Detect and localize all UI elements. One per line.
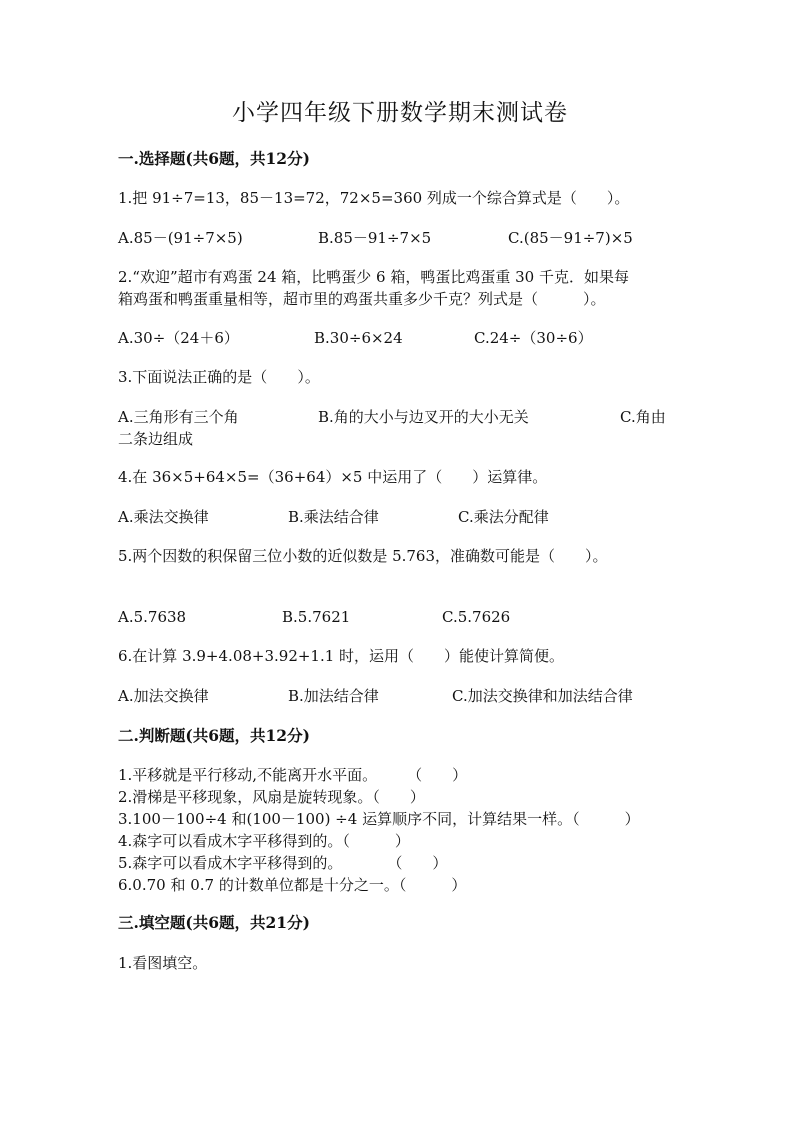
judge-item-4: 4.森字可以看成木字平移得到的。（ ） [118,832,410,850]
fill-question-1: 1.看图填空。 [118,954,208,972]
section-heading-fill: 三.填空题(共6题，共21分) [118,913,310,932]
question-6-option-a: A.加法交换律 [118,687,209,705]
section-heading-choice: 一.选择题(共6题，共12分) [118,149,310,168]
question-5-option-a: A.5.7638 [118,608,187,626]
judge-item-2: 2.滑梯是平移现象，风扇是旋转现象。（ ） [118,788,425,806]
question-2-option-a: A.30÷（24＋6） [118,329,239,347]
question-6-option-b: B.加法结合律 [288,687,379,705]
question-3-option-c: C.角由 [620,408,666,426]
judge-item-6: 6.0.70 和 0.7 的计数单位都是十分之一。（ ） [118,876,467,894]
question-5-option-c: C.5.7626 [442,608,511,626]
question-5-stem: 5.两个因数的积保留三位小数的近似数是 5.763，准确数可能是（ ）。 [118,547,608,565]
question-1-option-b: B.85－91÷7×5 [318,229,432,247]
question-4-option-b: B.乘法结合律 [288,508,379,526]
question-4-option-a: A.乘法交换律 [118,508,209,526]
question-3-option-c-continued: 二条边组成 [118,430,194,448]
question-2-stem-line-2: 箱鸡蛋和鸭蛋重量相等，超市里的鸡蛋共重多少千克？列式是（ ）。 [118,290,606,308]
section-heading-judge: 二.判断题(共6题，共12分) [118,726,310,745]
question-3-option-b: B.角的大小与边叉开的大小无关 [318,408,529,426]
question-6-stem: 6.在计算 3.9+4.08+3.92+1.1 时，运用（ ）能使计算简便。 [118,647,565,665]
question-5-option-b: B.5.7621 [282,608,351,626]
question-3-stem: 3.下面说法正确的是（ ）。 [118,368,320,386]
question-4-option-c: C.乘法分配律 [458,508,549,526]
question-4-stem: 4.在 36×5+64×5=（36+64）×5 中运用了（ ）运算律。 [118,468,548,486]
question-1-stem: 1.把 91÷7=13，85－13=72，72×5=360 列成一个综合算式是（ ）。 [118,189,630,207]
judge-item-3: 3.100－100÷4 和(100－100) ÷4 运算顺序不同，计算结果一样。（ ） [118,810,640,828]
question-2-option-b: B.30÷6×24 [314,329,403,347]
question-1-option-c: C.(85－91÷7)×5 [508,229,633,247]
judge-item-5: 5.森字可以看成木字平移得到的。 （ ） [118,854,448,872]
question-2-option-c: C.24÷（30÷6） [474,329,593,347]
question-3-option-a: A.三角形有三个角 [118,408,239,426]
page-title: 小学四年级下册数学期末测试卷 [232,100,568,126]
question-2-stem-line-1: 2.“欢迎”超市有鸡蛋 24 箱，比鸭蛋少 6 箱，鸭蛋比鸡蛋重 30 千克．如果每 [118,268,629,286]
judge-item-1: 1.平移就是平行移动,不能离开水平面。 （ ） [118,766,468,784]
question-1-option-a: A.85－(91÷7×5) [118,229,243,247]
question-6-option-c: C.加法交换律和加法结合律 [452,687,633,705]
